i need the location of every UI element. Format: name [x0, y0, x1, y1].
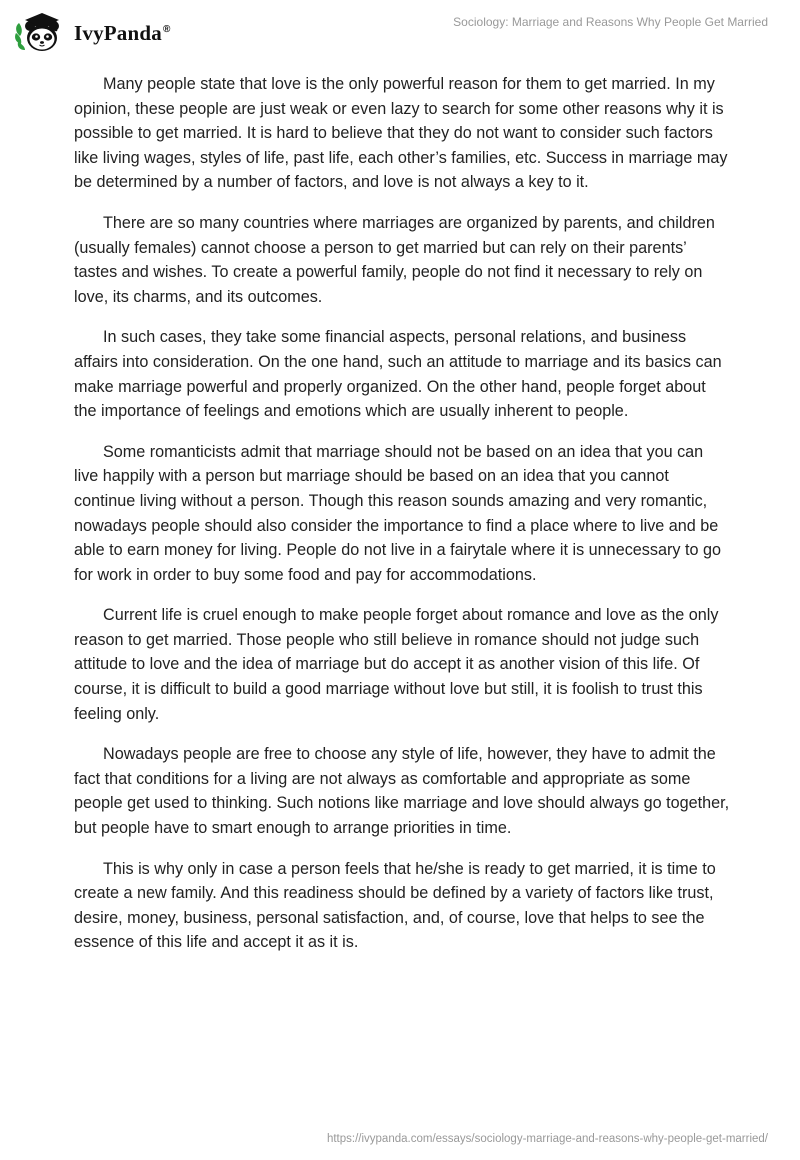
brand-name: IvyPanda®: [74, 20, 171, 45]
paragraph: In such cases, they take some financial aspects, personal relations, and business affairs into consideration. On the one hand, such an attitude to marriage and its basics can make marriage powerful and properly organized. On the other hand, people forget about the importance of feelings and emotions which are usually inherent to people.: [74, 328, 722, 421]
paragraph: Nowadays people are free to choose any style of life, however, they have to admit the fact that conditions for a living are not always as comfortable and appropriate as some people get used to thinking. Such notions like marriage and love should always go together, but people have to smart enough to arrange priorities in time.: [74, 745, 730, 838]
source-url-link[interactable]: https://ivypanda.com/essays/sociology-marriage-and-reasons-why-people-get-married/: [326, 1133, 768, 1145]
document-title: Sociology: Marriage and Reasons Why People Get Married: [453, 15, 768, 29]
paragraph: Many people state that love is the only powerful reason for them to get married. In my opinion, these people are just weak or even lazy to search for some other reasons why it is possible to get married. It is hard to believe that they do not want to consider such factors like living wages, styles of life, past life, each other’s families, etc. Success in marriage may be determined by a number of factors, and love is not always a key to it.: [74, 75, 728, 192]
paragraph: This is why only in case a person feels that he/she is ready to get married, it is time to create a new family. And this readiness should be defined by a variety of factors like trust, desire, money, business, personal satisfaction, and, of course, love that helps to see the essence of this life and accept it as it is.: [74, 859, 716, 952]
page-header: [0, 0, 800, 70]
paragraph: There are so many countries where marriages are organized by parents, and children (usually females) cannot choose a person to get married but can rely on their parents’ tastes and wishes. To create a powerful family, people do not find it necessary to rely on love, its charms, and its outcomes.: [74, 213, 715, 306]
panda-graduate-icon: [14, 10, 68, 54]
essay-body: [74, 72, 730, 971]
ivypanda-logo[interactable]: [14, 10, 171, 54]
paragraph: Some romanticists admit that marriage should not be based on an idea that you can live happily with a person but marriage should be based on an idea that you cannot continue living without a person. Though this reason sounds amazing and very romantic, nowadays people should also consider the importance to find a place where to live and be able to earn money for living. People do not live in a fairytale where it is unnecessary to go for work in order to buy some food and pay for accommodations.: [74, 442, 721, 584]
registered-mark: ®: [162, 23, 171, 35]
paragraph: Current life is cruel enough to make people forget about romance and love as the only reason to get married. Those people who still believe in romance should not judge such attitude to love and the idea of marriage but do accept it as another vision of this life. Of course, it is difficult to build a good marriage without love but still, it is foolish to trust this feeling only.: [74, 606, 719, 723]
